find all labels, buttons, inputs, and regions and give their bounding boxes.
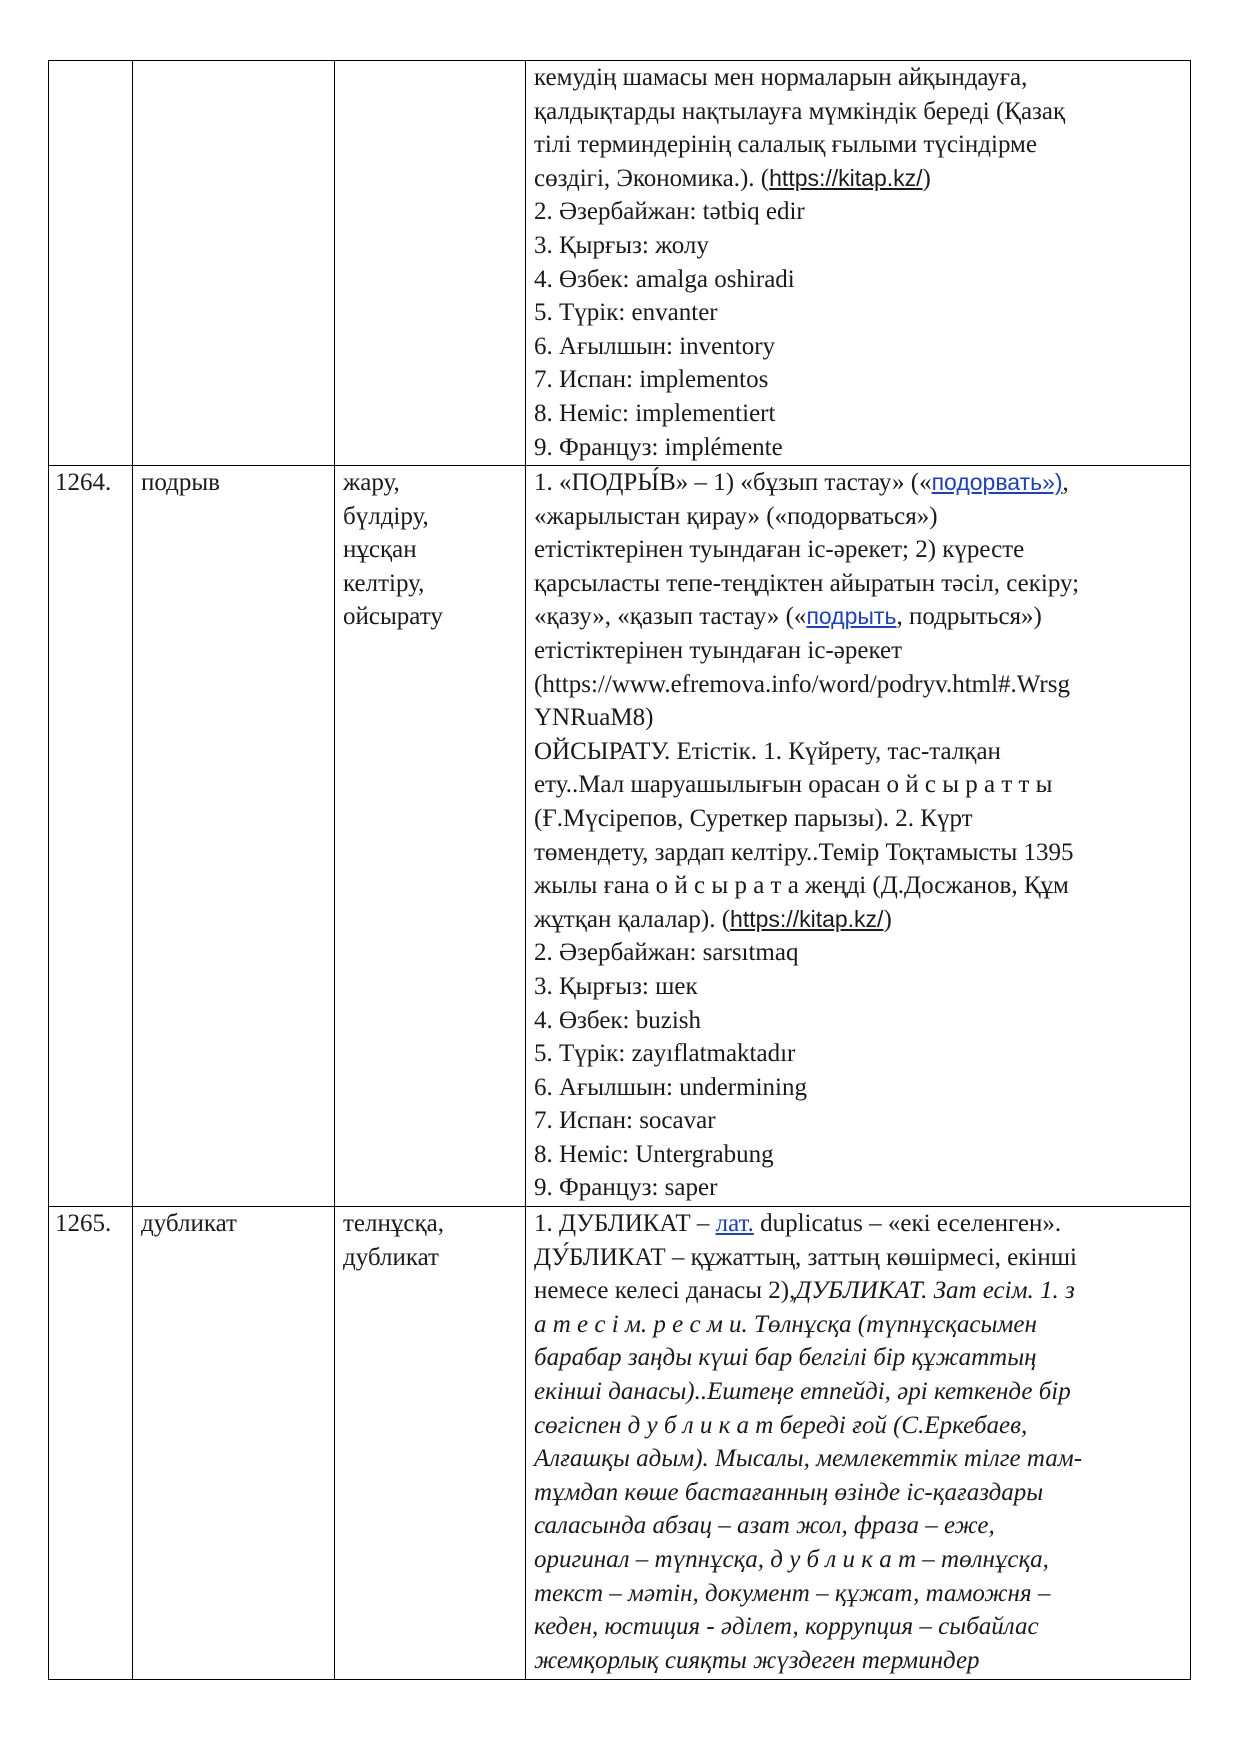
translation-line: 5. Түрік: zayıflatmaktadır [534, 1040, 796, 1068]
translation-line: 6. Ағылшын: inventory [534, 332, 776, 360]
definition-text: сөздігі, Экономика.). ( [534, 164, 770, 192]
definition-line: (https://www.efremova.info/word/podryv.html#.Wrsg [534, 670, 1070, 698]
definition-line: YNRuaM8) [534, 704, 654, 732]
definition-line: барабар заңды күші бар белгілі бір құжаттың [534, 1344, 1037, 1372]
term-number-cell [49, 466, 133, 1207]
definition-text: , подрыться») [896, 603, 1042, 631]
translation-line: 4. Өзбек: buzish [534, 1006, 702, 1034]
term-number-cell [49, 61, 133, 466]
russian-term: подрыв [141, 469, 220, 496]
translation-line: 3. Қырғыз: шек [534, 972, 698, 1000]
definition-cell [526, 61, 1191, 466]
definition-line: төмендету, зардап келтіру..Темір Тоқтамысты 1395 [534, 838, 1074, 866]
definition-line: ОЙСЫРАТУ. Етістік. 1. Күйрету, тас-талқан [534, 737, 1001, 765]
russian-term-cell [133, 1207, 335, 1680]
definition-line [534, 162, 1190, 196]
russian-term: дубликат [141, 1210, 237, 1237]
definition-line [534, 903, 1190, 937]
definition-text: 1. «ПОДРЫ́В» – 1) «бұзып тастау» (« [534, 469, 932, 496]
definition-line: жылы ғана о й с ы р а т а жеңді (Д.Досжанов, Құм [534, 872, 1069, 900]
definition-line: тұмдап көше бастағанның өзінде іс-қағаздары [534, 1478, 1044, 1506]
source-link[interactable]: https://kitap.kz/ [730, 905, 884, 932]
definition-text: ДУБЛИКАТ. Зат есім. 1. з [795, 1277, 1075, 1305]
dictionary-link[interactable]: лат. [715, 1210, 754, 1237]
definition-cell [526, 1207, 1191, 1680]
translation-line: 3. Қырғыз: жолу [534, 231, 709, 259]
kazakh-term-line: нұсқан [343, 536, 417, 564]
translation-line: 8. Неміс: Untergrabung [534, 1140, 774, 1168]
translation-line: 7. Испан: implementos [534, 366, 769, 394]
translation-line: 2. Әзербайжан: tətbiq edir [534, 198, 805, 226]
translation-line: 9. Француз: saper [534, 1174, 718, 1202]
definition-line: қарсыласты тепе-теңдіктен айыратын тәсіл, секіру; [534, 569, 1080, 597]
definition-line: ДУ́БЛИКАТ – құжаттың, заттың көшірмесі, екінші [534, 1243, 1077, 1271]
definition-line: (Ғ.Мүсірепов, Суреткер парызы). 2. Күрт [534, 804, 973, 832]
kazakh-term-line: бүлдіру, [343, 502, 429, 530]
definition-text: жұтқан қалалар). ( [534, 905, 731, 933]
definition-cell [526, 466, 1191, 1207]
kazakh-term-line: телнұсқа, [343, 1210, 444, 1237]
source-link[interactable]: https://kitap.kz/ [769, 164, 923, 191]
dictionary-link[interactable]: подорвать») [931, 469, 1063, 495]
definition-line: саласында абзац – азат жол, фраза – еже, [534, 1512, 995, 1540]
definition-text: , [1062, 469, 1069, 496]
definition-line: кеден, юстиция - әділет, коррупция – сыбайлас [534, 1613, 1039, 1641]
translation-line: 5. Түрік: envanter [534, 299, 718, 327]
definition-line: Алғашқы адым). Мысалы, мемлекеттік тілге там- [534, 1445, 1083, 1473]
table-row [49, 61, 1191, 466]
kazakh-term-cell [335, 466, 526, 1207]
definition-line: тілі терминдерінің салалық ғылыми түсіндірме [534, 131, 1037, 159]
russian-term-cell [133, 466, 335, 1207]
definition-text: ) [883, 905, 892, 933]
definition-text: duplicatus – «екі еселенген». [753, 1210, 1062, 1237]
table-row [49, 1207, 1191, 1680]
definition-line: оригинал – түпнұсқа, д у б л и к а т – төлнұсқа, [534, 1545, 1049, 1573]
kazakh-term-cell [335, 61, 526, 466]
definition-line: а т е с і м. р е с м и. Төлнұсқа (түпнұсқасымен [534, 1310, 1037, 1338]
russian-term-cell [133, 61, 335, 466]
dictionary-link[interactable]: подрыть [806, 603, 897, 630]
kazakh-term-line: жару, [343, 469, 400, 496]
definition-text: 1. ДУБЛИКАТ – [534, 1210, 716, 1237]
kazakh-term-line: дубликат [343, 1243, 439, 1271]
definition-line [534, 1207, 1190, 1241]
translation-line: 6. Ағылшын: undermining [534, 1073, 807, 1101]
term-number: 1265. [55, 1210, 112, 1237]
translation-line: 7. Испан: socavar [534, 1107, 716, 1135]
definition-line [534, 466, 1190, 500]
definition-text: «қазу», «қазып тастау» (« [534, 603, 807, 631]
definition-line: кемудің шамасы мен нормаларын айқындауға, [534, 64, 1028, 91]
definition-text: немесе келесі данасы 2), [534, 1277, 796, 1305]
definition-line: «жарылыстан қирау» («подорваться») [534, 502, 938, 530]
term-number: 1264. [55, 469, 112, 496]
definition-line [534, 600, 1190, 634]
definition-line: қалдықтарды нақтылауға мүмкіндік береді (Қазақ [534, 97, 1066, 125]
definition-line: жемқорлық сияқты жүздеген терминдер [534, 1646, 980, 1674]
kazakh-term-cell [335, 1207, 526, 1680]
definition-line: текст – мәтін, документ – құжат, таможня – [534, 1579, 1051, 1607]
translation-line: 4. Өзбек: amalga oshiradi [534, 265, 795, 293]
definition-line: етістіктерінен туындаған іс-әрекет; 2) күресте [534, 536, 1025, 564]
table-row [49, 466, 1191, 1207]
translation-line: 8. Неміс: implementiert [534, 399, 776, 427]
translation-line: 9. Француз: implémente [534, 433, 783, 461]
terms-table [48, 60, 1191, 1680]
definition-line: ету..Мал шаруашылығын орасан о й с ы р а т т ы [534, 771, 1053, 799]
definition-text: ) [922, 164, 931, 192]
translation-line: 2. Әзербайжан: sarsıtmaq [534, 939, 799, 967]
kazakh-term-line: ойсырату [343, 603, 443, 631]
definition-line: екінші данасы)..Ештеңе етпейді, әрі кеткенде бір [534, 1377, 1071, 1405]
definition-line: етістіктерінен туындаған іс-әрекет [534, 636, 902, 664]
term-number-cell [49, 1207, 133, 1680]
definition-line [534, 1274, 1190, 1308]
kazakh-term-line: келтіру, [343, 569, 425, 597]
definition-line: сөгіспен д у б л и к а т береді ғой (С.Еркебаев, [534, 1411, 1028, 1439]
